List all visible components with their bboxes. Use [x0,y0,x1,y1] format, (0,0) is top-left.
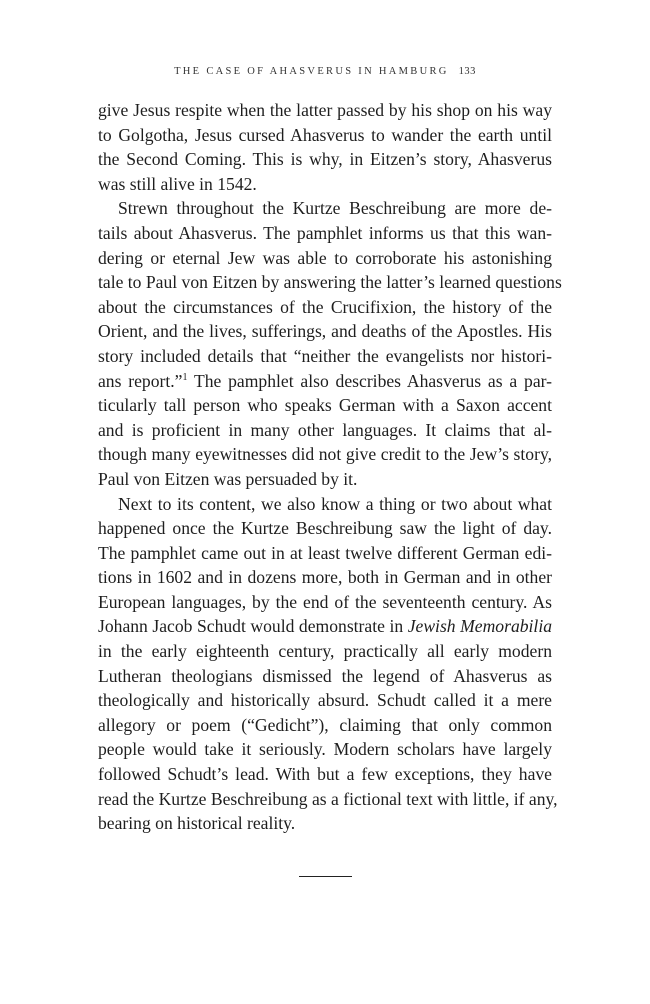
text-line: tails about Ahasverus. The pamphlet informs us that this wan- [98,222,552,243]
book-title: Jewish Memorabilia [407,616,553,637]
text-line: allegory or poem (“Gedicht”), claiming that only common [98,714,552,735]
text-line: ticularly tall person who speaks German with a Saxon accent [98,395,552,416]
text-line: about the circumstances of the Crucifixion, the history of the [98,296,552,317]
running-head-title: THE CASE OF AHASVERUS IN HAMBURG [174,66,449,77]
text-line: bearing on historical reality. [98,813,296,834]
text-line: Next to its content, we also know a thing or two about what [118,493,552,514]
text-line: and is proficient in many other languages. It claims that al- [98,419,552,440]
page-number: 133 [458,66,476,77]
text-line: was still alive in 1542. [98,173,257,194]
text-line: dering or eternal Jew was able to corroborate his astonishing [98,247,552,268]
text-line: European languages, by the end of the seventeenth century. As [98,591,552,612]
text-line [98,614,552,639]
text-line: though many eyewitnesses did not give credit to the Jew’s story, [98,444,552,465]
text-line: tions in 1602 and in dozens more, both in German and in other [98,567,552,588]
text-fragment: The pamphlet also describes Ahasverus as a par- [187,370,552,391]
text-line: people would take it seriously. Modern scholars have largely [98,739,552,760]
section-divider [299,876,352,877]
text-line: tale to Paul von Eitzen by answering the latter’s learned questions [98,272,562,293]
text-line: give Jesus respite when the latter passed by his shop on his way [98,100,552,120]
text-line: Lutheran theologians dismissed the legend of Ahasverus as [98,665,552,686]
text-line: in the early eighteenth century, practically all early modern [98,641,552,662]
text-line: to Golgotha, Jesus cursed Ahasverus to wander the earth until [98,124,552,145]
text-fragment: ans report.” [98,370,183,391]
text-line: the Second Coming. This is why, in Eitzen’s story, Ahasverus [98,149,552,170]
footnote-marker[interactable]: 1 [182,371,188,383]
text-line: followed Schudt’s lead. With but a few exceptions, they have [98,764,552,785]
text-line: Strewn throughout the Kurtze Beschreibung are more de- [118,198,552,219]
text-line: Paul von Eitzen was persuaded by it. [98,468,358,489]
text-line: theologically and historically absurd. Schudt called it a mere [98,690,552,711]
text-line: happened once the Kurtze Beschreibung saw the light of day. [98,518,552,539]
text-line: read the Kurtze Beschreibung as a fictional text with little, if any, [98,788,558,809]
text-fragment: Johann Jacob Schudt would demonstrate in [98,616,408,637]
text-line [98,369,552,394]
running-head [0,66,650,77]
body-text [98,98,562,836]
text-line: Orient, and the lives, sufferings, and deaths of the Apostles. His [98,321,552,342]
text-line: story included details that “neither the evangelists nor histori- [98,345,552,366]
text-line: The pamphlet came out in at least twelve different German edi- [98,542,552,563]
